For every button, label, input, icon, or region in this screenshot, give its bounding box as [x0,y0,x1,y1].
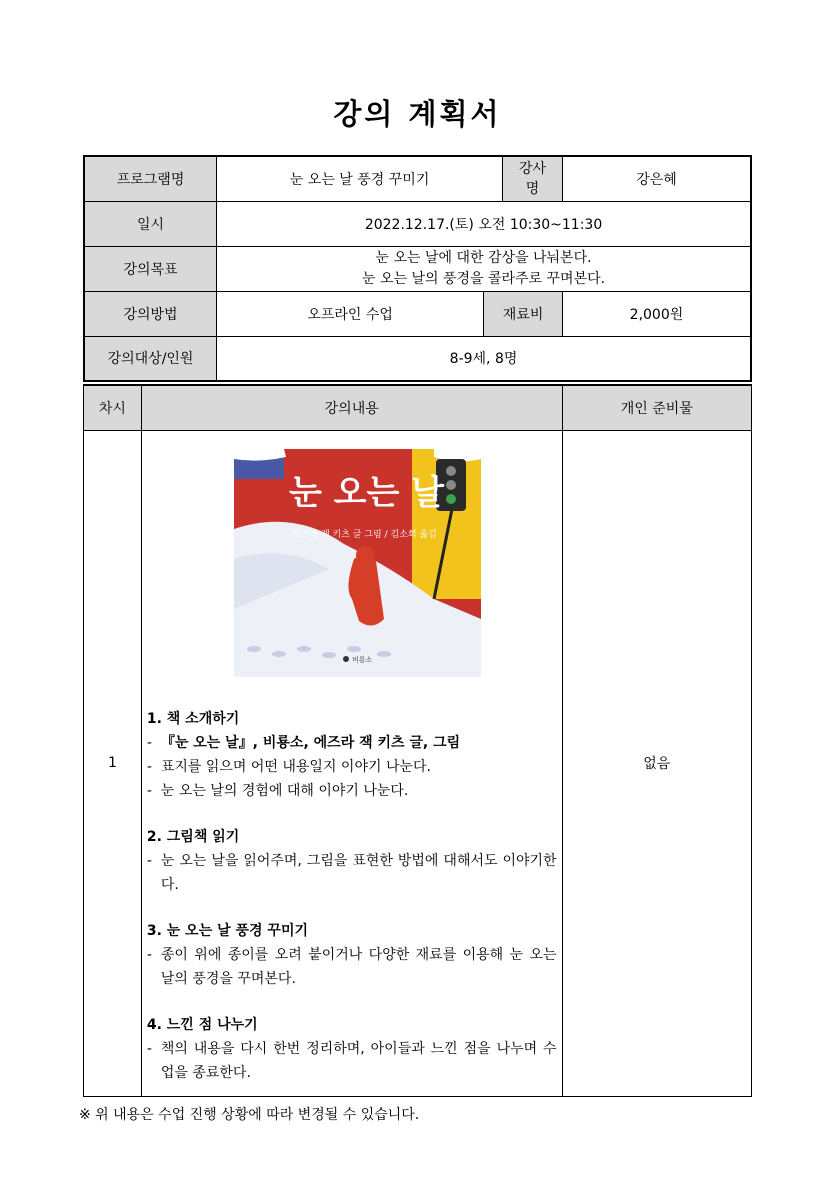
target-label: 강의대상/인원 [84,336,217,381]
list-item: - 눈 오는 날의 경험에 대해 이야기 나눈다. [146,782,409,799]
page-title: 강의 계획서 [333,97,502,131]
prep-value: 없음 [562,430,751,1096]
cover-title: 눈 오는 날 [288,472,444,513]
list-item: - 『눈 오는 날』, 비룡소, 에즈라 잭 키츠 글, 그림 [146,734,461,751]
date-label: 일시 [84,201,217,246]
content-table [83,384,752,1097]
instructor-label: 강사 명 [503,156,563,201]
info-table [83,155,752,382]
method-value: 오프라인 수업 [217,291,484,336]
goal-line-2: 눈 오는 날의 풍경을 콜라주로 꾸며본다. [361,270,606,287]
list-item: - 종이 위에 종이를 오려 붙이거나 다양한 재료를 이용해 눈 오는 날의 풍경을 꾸며본다. [146,946,557,987]
goal-line-1: 눈 오는 날에 대한 감상을 나눠본다. [375,249,592,266]
prep-header: 개인 준비물 [562,385,751,430]
goal-value [217,246,751,291]
step-heading: 4. 느낀 점 나누기 [146,1016,258,1033]
method-label: 강의방법 [84,291,217,336]
step-heading: 2. 그림책 읽기 [146,828,240,845]
goal-label: 강의목표 [84,246,217,291]
footnote: ※ 위 내용은 수업 진행 상황에 따라 변경될 수 있습니다. [79,1107,420,1123]
step-heading: 3. 눈 오는 날 풍경 꾸미기 [146,922,308,939]
program-label: 프로그램명 [84,156,217,201]
cover-publisher: 비룡소 [351,655,373,664]
content-header: 강의내용 [141,385,562,430]
list-item: - 책의 내용을 다시 한번 정리하며, 아이들과 느낀 점을 나누며 수업을 종료한다. [146,1040,557,1081]
step-3 [147,919,557,991]
step-4 [147,1013,557,1085]
content-body [141,430,562,1096]
cover-author: 에즈라 잭 키츠 글 그림 / 김소희 옮김 [291,529,437,540]
step-heading: 1. 책 소개하기 [146,710,240,727]
step-2 [147,825,557,897]
list-item: - 표지를 읽으며 어떤 내용일지 이야기 나눈다. [146,758,431,775]
session-header: 차시 [84,385,142,430]
program-value: 눈 오는 날 풍경 꾸미기 [217,156,503,201]
step-1 [147,707,557,803]
fee-label: 재료비 [484,291,563,336]
book-cover-image [234,449,481,677]
instructor-value: 강은혜 [562,156,751,201]
fee-value: 2,000원 [562,291,751,336]
steps [147,707,557,1085]
list-item: - 눈 오는 날을 읽어주며, 그림을 표현한 방법에 대해서도 이야기한다. [146,852,557,893]
date-value: 2022.12.17.(토) 오전 10:30~11:30 [217,201,751,246]
target-value: 8-9세, 8명 [217,336,751,381]
session-number: 1 [84,430,142,1096]
